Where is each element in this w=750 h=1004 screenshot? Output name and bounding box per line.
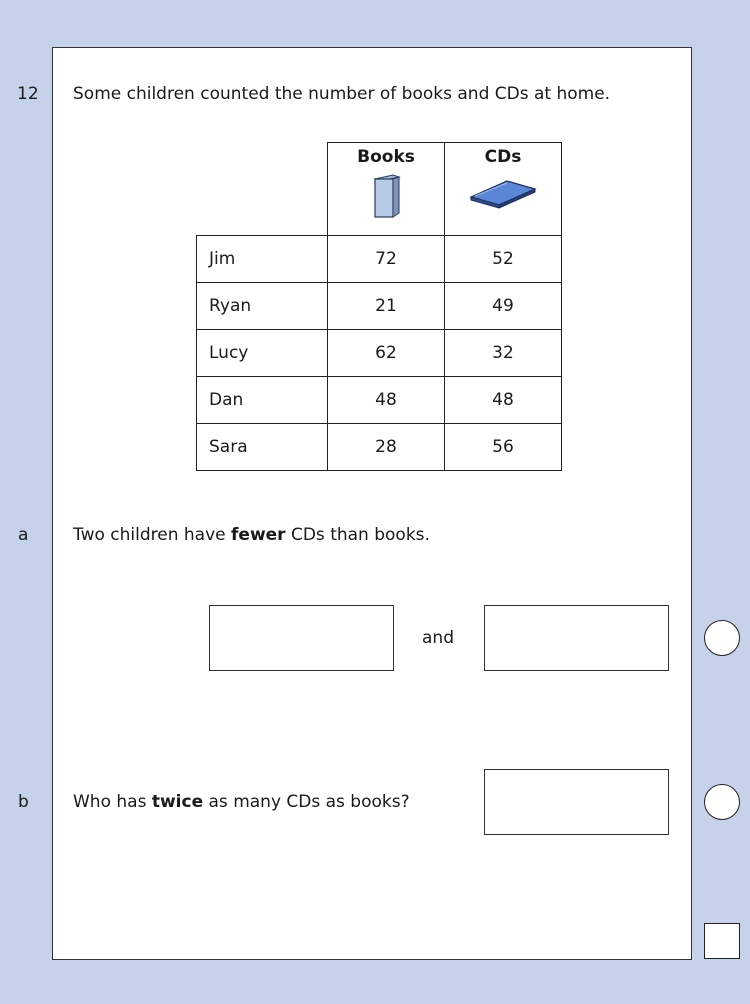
book-icon (371, 173, 401, 219)
table-header-row (197, 143, 562, 236)
table-corner (197, 143, 328, 236)
part-b-question (73, 792, 410, 812)
row-books: 48 (328, 377, 445, 424)
row-cds: 56 (445, 424, 562, 471)
row-cds: 48 (445, 377, 562, 424)
table-row (197, 377, 562, 424)
question-intro: Some children counted the number of books and CDs at home. (73, 84, 611, 104)
row-name: Ryan (197, 283, 328, 330)
cd-case-icon (467, 173, 539, 209)
row-books: 72 (328, 236, 445, 283)
total-mark-square (704, 923, 740, 959)
row-name: Jim (197, 236, 328, 283)
part-b-label: b (18, 792, 29, 812)
row-cds: 52 (445, 236, 562, 283)
row-cds: 49 (445, 283, 562, 330)
mark-circle-b (704, 784, 740, 820)
row-name: Dan (197, 377, 328, 424)
answer-box-a-second[interactable] (484, 605, 669, 671)
part-a-emphasis: fewer (231, 525, 286, 545)
question-number: 12 (17, 84, 39, 104)
books-cds-table (196, 142, 562, 471)
part-a-label: a (18, 525, 29, 545)
table-row (197, 424, 562, 471)
part-b-text-after: as many CDs as books? (203, 792, 410, 812)
row-books: 28 (328, 424, 445, 471)
row-books: 62 (328, 330, 445, 377)
table-row (197, 330, 562, 377)
part-a-text-before: Two children have (73, 525, 232, 545)
table-row (197, 283, 562, 330)
mark-circle-a (704, 620, 740, 656)
cds-header (445, 143, 562, 236)
row-name: Lucy (197, 330, 328, 377)
row-books: 21 (328, 283, 445, 330)
part-b-emphasis: twice (151, 792, 204, 812)
table-row (197, 236, 562, 283)
books-header (328, 143, 445, 236)
answer-box-a-first[interactable] (209, 605, 394, 671)
books-header-label: Books (357, 147, 415, 167)
row-name: Sara (197, 424, 328, 471)
and-connector: and (422, 628, 454, 648)
cds-header-label: CDs (484, 147, 522, 167)
part-b-text-before: Who has (73, 792, 152, 812)
answer-box-b[interactable] (484, 769, 669, 835)
part-a-text-after: CDs than books. (285, 525, 430, 545)
part-a-question (73, 525, 430, 545)
row-cds: 32 (445, 330, 562, 377)
